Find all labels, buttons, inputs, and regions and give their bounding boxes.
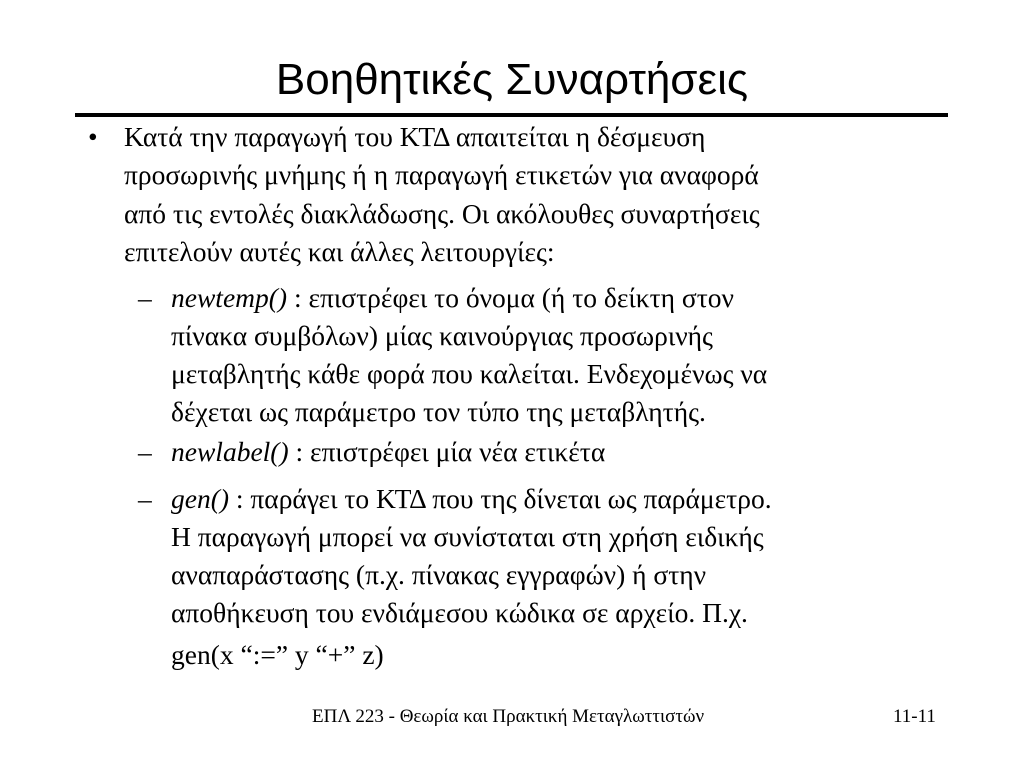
sub-bullet-newtemp-first-line: [171, 279, 734, 318]
sub-bullet-line: αποθήκευση του ενδιάμεσου κώδικα σε αρχείο. Π.χ.: [171, 597, 748, 628]
sub-bullet-text: : επιστρέφει το όνομα (ή το δείκτη στον: [287, 282, 734, 313]
sub-bullet-marker: –: [138, 436, 152, 467]
sub-bullet-gen-first-line: [171, 480, 772, 519]
sub-bullet-marker: –: [138, 282, 152, 313]
code-example: gen(x “:=” y “+” z): [171, 639, 384, 670]
function-name-newlabel: newlabel(): [171, 436, 289, 467]
main-bullet-line: επιτελούν αυτές και άλλες λειτουργίες:: [124, 236, 555, 267]
function-name-newtemp: newtemp(): [171, 282, 288, 313]
function-name-gen: gen(): [171, 483, 230, 514]
bullet-marker: •: [88, 121, 98, 152]
sub-bullet-line: πίνακα συμβόλων) μίας καινούργιας προσωρινής: [171, 320, 713, 351]
footer-course: ΕΠΛ 223 - Θεωρία και Πρακτική Μεταγλωττιστών: [312, 706, 705, 727]
slide-title: Βοηθητικές Συναρτήσεις: [275, 55, 749, 104]
sub-bullet-text: : επιστρέφει μία νέα ετικέτα: [288, 436, 606, 467]
main-bullet-line: Κατά την παραγωγή του ΚΤΔ απαιτείται η δέσμευση: [124, 121, 706, 152]
sub-bullet-line: δέχεται ως παράμετρο τον τύπο της μεταβλητής.: [171, 396, 706, 427]
footer-page-number: 11-11: [893, 706, 936, 727]
sub-bullet-line: αναπαράστασης (π.χ. πίνακας εγγραφών) ή στην: [171, 559, 707, 590]
sub-bullet-marker: –: [138, 483, 152, 514]
sub-bullet-line: μεταβλητής κάθε φορά που καλείται. Ενδεχομένως να: [171, 358, 768, 389]
sub-bullet-newlabel-first-line: [171, 433, 605, 472]
main-bullet-line: προσωρινής μνήμης ή η παραγωγή ετικετών για αναφορά: [124, 159, 759, 190]
sub-bullet-line: Η παραγωγή μπορεί να συνίσταται στη χρήση ειδικής: [171, 521, 764, 552]
main-bullet-line: από τις εντολές διακλάδωσης. Οι ακόλουθες συναρτήσεις: [124, 198, 760, 229]
sub-bullet-text: : παράγει το ΚΤΔ που της δίνεται ως παράμετρο.: [229, 483, 772, 514]
